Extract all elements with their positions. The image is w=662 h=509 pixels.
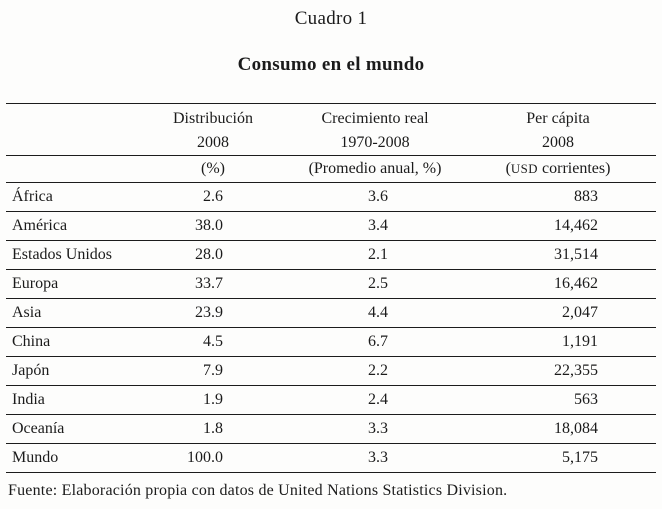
col-header-subtitle: 2008: [197, 133, 229, 151]
crecimiento-cell: 2.2: [368, 362, 388, 379]
row-label-cell: Estados Unidos: [12, 246, 112, 263]
distribucion-cell: 4.5: [203, 333, 223, 350]
table-row: [6, 299, 656, 328]
empty-header-cell: [6, 104, 136, 156]
table-row: [6, 386, 656, 415]
crecimiento-cell: 3.3: [368, 449, 388, 466]
table-row: [6, 270, 656, 299]
distribucion-cell: 1.8: [203, 420, 223, 437]
row-label-cell: África: [12, 188, 53, 205]
distribucion-cell: 33.7: [195, 275, 223, 292]
row-label-cell: Oceanía: [12, 420, 65, 437]
col-header-title: Distribución: [173, 109, 253, 127]
table-row: [6, 212, 656, 241]
distribucion-cell: 1.9: [203, 391, 223, 408]
col-header-per-capita: [460, 104, 656, 156]
per-capita-cell: 563: [574, 391, 598, 408]
distribucion-cell: 38.0: [195, 217, 223, 234]
row-label-cell: América: [12, 217, 68, 234]
table-title: Consumo en el mundo: [237, 54, 425, 75]
table-row: [6, 183, 656, 212]
distribucion-cell: 28.0: [195, 246, 223, 263]
distribucion-cell: 23.9: [195, 304, 223, 321]
table-row: [6, 444, 656, 473]
distribucion-cell: 2.6: [203, 188, 223, 205]
source-note: Fuente: Elaboración propia con datos de United Nations Statistics Division.: [8, 482, 508, 499]
table-units-row: [6, 156, 656, 183]
row-label-cell: India: [12, 391, 45, 408]
crecimiento-cell: 2.1: [368, 246, 388, 263]
per-capita-cell: 16,462: [554, 275, 598, 292]
table-row: [6, 357, 656, 386]
distribucion-cell: 100.0: [187, 449, 223, 466]
units-crecimiento: (Promedio anual, %): [308, 160, 442, 177]
per-capita-cell: 22,355: [554, 362, 598, 379]
crecimiento-cell: 3.3: [368, 420, 388, 437]
distribucion-cell: 7.9: [203, 362, 223, 379]
table-row: [6, 328, 656, 357]
row-label-cell: Japón: [12, 362, 50, 379]
consumption-table: [6, 103, 656, 473]
crecimiento-cell: 4.4: [368, 304, 388, 321]
per-capita-cell: 1,191: [562, 333, 598, 350]
units-currency-code: USD: [510, 162, 539, 176]
crecimiento-cell: 6.7: [368, 333, 388, 350]
col-header-title: Crecimiento real: [321, 109, 429, 127]
per-capita-cell: 5,175: [562, 449, 598, 466]
crecimiento-cell: 3.6: [368, 188, 388, 205]
col-header-subtitle: 1970-2008: [340, 133, 410, 151]
crecimiento-cell: 3.4: [368, 217, 388, 234]
empty-units-cell: [6, 156, 136, 183]
per-capita-cell: 18,084: [554, 420, 598, 437]
row-label-cell: Asia: [12, 304, 42, 321]
per-capita-cell: 2,047: [562, 304, 598, 321]
col-header-distribucion: [136, 104, 290, 156]
col-header-title: Per cápita: [526, 109, 590, 127]
crecimiento-cell: 2.5: [368, 275, 388, 292]
units-rest: corrientes): [538, 160, 611, 177]
units-per-capita: [460, 156, 656, 183]
table-header-row: [6, 104, 656, 156]
col-header-crecimiento: [290, 104, 460, 156]
table-row: [6, 241, 656, 270]
table-row: [6, 415, 656, 444]
row-label-cell: Mundo: [12, 449, 59, 466]
units-open-paren: (: [505, 160, 511, 177]
units-distribucion: (%): [201, 160, 225, 177]
per-capita-cell: 14,462: [554, 217, 598, 234]
table-caption-number: Cuadro 1: [294, 8, 368, 29]
per-capita-cell: 883: [574, 188, 598, 205]
per-capita-cell: 31,514: [554, 246, 598, 263]
crecimiento-cell: 2.4: [368, 391, 388, 408]
row-label-cell: Europa: [12, 275, 59, 292]
col-header-subtitle: 2008: [542, 133, 574, 151]
row-label-cell: China: [12, 333, 51, 350]
